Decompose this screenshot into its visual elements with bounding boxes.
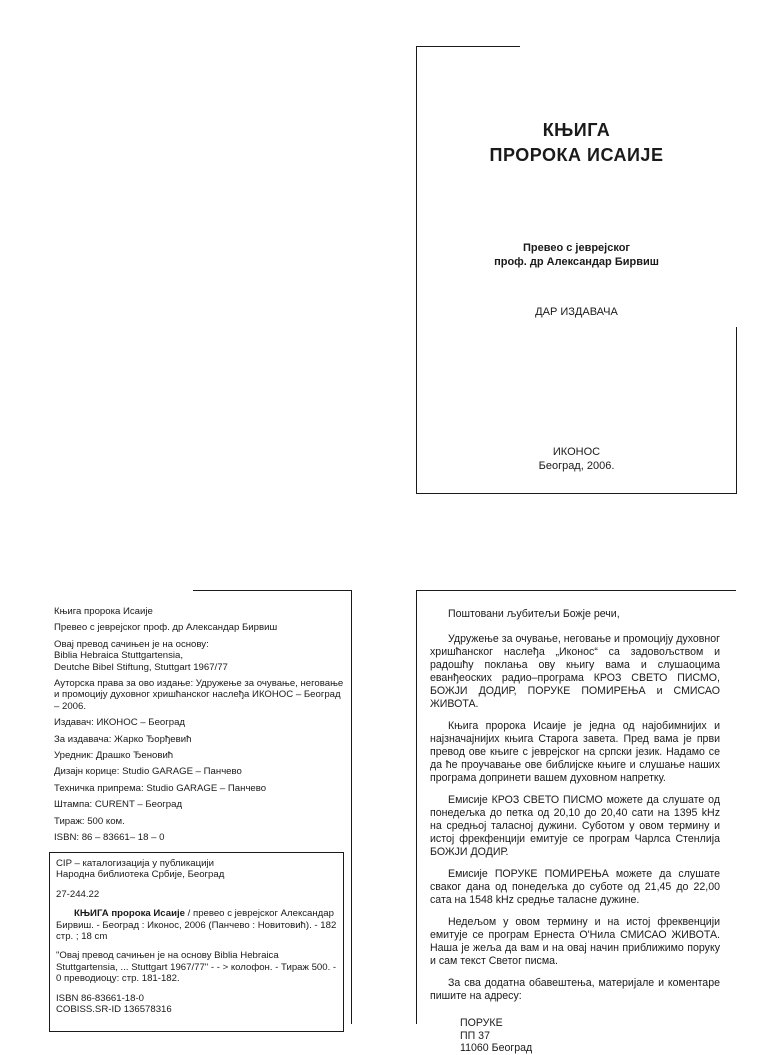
letter-address [460, 1017, 720, 1055]
letter-paragraph: Емисије КРОЗ СВЕТО ПИСМО можете да слушате од понедељка до петка од 20,10 до 20,40 сати на 1395 kHz на средњој таласној дужини. Суботом у овом термину и истој фрекфенцији емитује се програм Чарлса Стенлија БОЖЈИ ДОДИР. [430, 794, 720, 858]
colophon-line: Ауторска права за ово издање: Удружење за очување, неговање и промоцију духовног хришћанског наслеђа ИКОНОС – Београд – 2006. [54, 678, 344, 712]
colophon-line: Овај превод сачињен је на основу: Biblia Hebraica Stuttgartensia, Deutche Bibel Stiftung, Stuttgart 1967/77 [54, 638, 228, 673]
letter-paragraph: Удружење за очување, неговање и промоцију духовног хришћанског наслеђа „Иконос“ са задовољством и радошћу поклања ову књигу вама и слушаоцима еванђеоских радио–програма КРОЗ СВЕТО ПИСМО, БОЖЈИ ДОДИР, ПОРУКЕ ПОМИРЕЊА и СМИСАО ЖИВОТА. [430, 633, 720, 710]
publisher-name: ИКОНОС [552, 446, 601, 458]
letter-paragraph: За сва додатна обавештења, материјале и коментаре пишите на адресу: [430, 977, 720, 1002]
letter-paragraph: Емисије ПОРУКЕ ПОМИРЕЊА можете да слушате сваког дана од понедељка до суботе од 21,45 до 22,00 сата на 1548 kHz средње таласне дужине. [430, 868, 720, 906]
colophon-frame-right-line [351, 590, 352, 1024]
cip-note: "Овај превод сачињен је на основу Biblia Hebraica Stuttgartensia, ... Stuttgart 1967/77" - - > колофон. - Тираж 500. - 0 преводиоцу: стр. 181-182. [56, 950, 337, 985]
title-frame-top-line [416, 46, 520, 47]
cip-entry [56, 908, 337, 942]
translator-block [416, 241, 737, 269]
colophon-frame-top-line [193, 590, 351, 591]
colophon-line: Дизајн корице: Studio GARAGE – Панчево [54, 766, 242, 778]
title-page [416, 118, 737, 168]
address-line: ПОРУКЕ [460, 1017, 503, 1029]
colophon-line: Превео с јеврејског проф. др Александар Бирвиш [54, 622, 278, 634]
letter-paragraph: Књига пророка Исаије је једна од најобимнијих и најзначајнијих књига Старога завета. Пред вама је први превод ове књиге с јеврејског на српски језик. Надамо се да ће проучавање ове библијске књиге и слушање наших програма допринети вашем духовном напретку. [430, 720, 720, 784]
gift-line: ДАР ИЗДАВАЧА [535, 306, 618, 318]
publisher-place-year: Београд, 2006. [538, 460, 615, 472]
address-line: 11060 Београд [460, 1042, 533, 1054]
colophon [54, 606, 346, 849]
cip-header: CIP – каталогизација у публикацији Народна библиотека Србије, Београд [56, 858, 225, 881]
publisher-block [416, 445, 737, 473]
cip-ids: ISBN 86-83661-18-0 COBISS.SR-ID 136578316 [56, 992, 172, 1016]
letter-frame-top-line [416, 590, 736, 591]
colophon-line: ISBN: 86 – 83661– 18 – 0 [54, 832, 165, 844]
colophon-line: Тираж: 500 ком. [54, 815, 125, 827]
book-title-line2: ПРОРОКА ИСАИЈЕ [489, 145, 664, 165]
address-line: ПП 37 [460, 1029, 490, 1042]
cip-entry-title: КЊИГА пророка Исаије [74, 908, 185, 920]
title-frame-left-line [416, 46, 417, 494]
letter-paragraph: Недељом у овом термину и на истој фреквенцији емитује се програм Ернеста О'Нила СМИСАО ЖИВОТА. Наша је жеља да вам и на овај начин приближимо поруку и сам текст Светог писма. [430, 916, 720, 967]
colophon-line: Уредник: Драшко Ђеновић [54, 750, 174, 762]
colophon-line: Издавач: ИКОНОС – Београд [54, 717, 186, 729]
cip-udc: 27-244.22 [56, 888, 100, 900]
translator-line2: проф. др Александар Бирвиш [494, 256, 659, 268]
colophon-line: За издавача: Жарко Ђорђевић [54, 733, 192, 745]
letter-frame-left-line [416, 590, 417, 1024]
title-frame-bottom-line [416, 493, 737, 494]
colophon-line: Техничка припрема: Studio GARAGE – Панчево [54, 782, 267, 794]
letter-greeting: Поштовани љубитељи Божје речи, [448, 608, 620, 620]
colophon-line: Штампа: CURENT – Београд [54, 799, 183, 811]
cip-entry-rest: / превео с јеврејског Александар Бирвиш. - Београд : Иконос, 2006 (Панчево : Новитовић). - 182 стр. ; 18 cm [56, 908, 337, 943]
letter [430, 608, 720, 1055]
colophon-line: Књига пророка Исаије [54, 606, 153, 617]
translator-line1: Превео с јеврејског [522, 242, 631, 254]
book-title-line1: КЊИГА [542, 120, 611, 140]
cip-box [49, 852, 344, 1032]
